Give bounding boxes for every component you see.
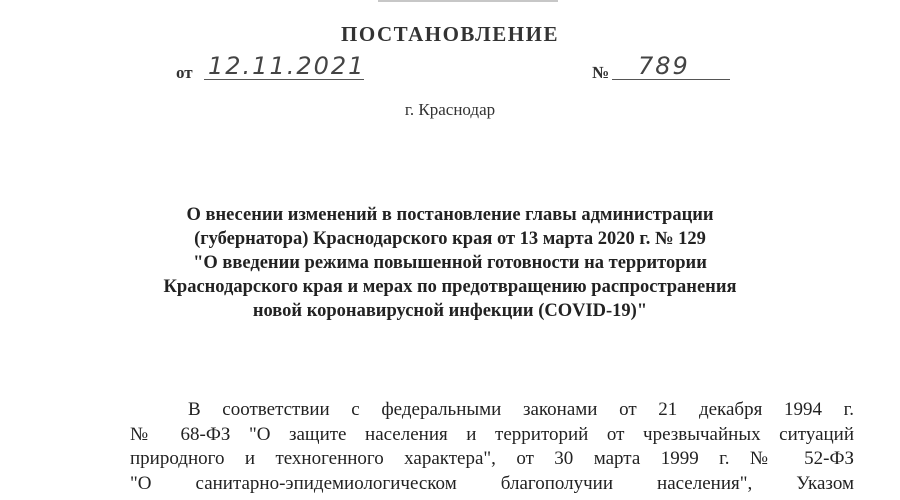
- date-label: от: [176, 63, 193, 82]
- number-value: 789: [612, 52, 730, 80]
- document-title: ПОСТАНОВЛЕНИЕ: [341, 22, 559, 46]
- header-remnant: [378, 0, 558, 2]
- subject-line: Краснодарского края и мерах по предотвращению распространения: [163, 277, 737, 297]
- subject-line: "О введении режима повышенной готовности на территории: [193, 253, 707, 273]
- document-body: [130, 398, 854, 496]
- number-label: №: [592, 63, 610, 82]
- body-line: № 68-ФЗ "О защите населения и территорий от чрезвычайных ситуаций: [130, 423, 854, 445]
- date-value: 12.11.2021: [204, 52, 364, 80]
- body-line: "О санитарно-эпидемиологическом благополучии населения", Указом: [130, 472, 854, 494]
- city-name: г. Краснодар: [404, 100, 496, 119]
- body-line: В соответствии с федеральными законами от 21 декабря 1994 г.: [188, 399, 854, 420]
- body-line: природного и техногенного характера", от 30 марта 1999 г. № 52-ФЗ: [130, 448, 854, 469]
- subject-line: новой коронавирусной инфекции (COVID-19)": [252, 301, 648, 321]
- subject-line: О внесении изменений в постановление главы администрации: [186, 205, 714, 225]
- subject-line: (губернатора) Краснодарского края от 13 марта 2020 г. № 129: [194, 229, 706, 249]
- document-subject: [0, 203, 900, 323]
